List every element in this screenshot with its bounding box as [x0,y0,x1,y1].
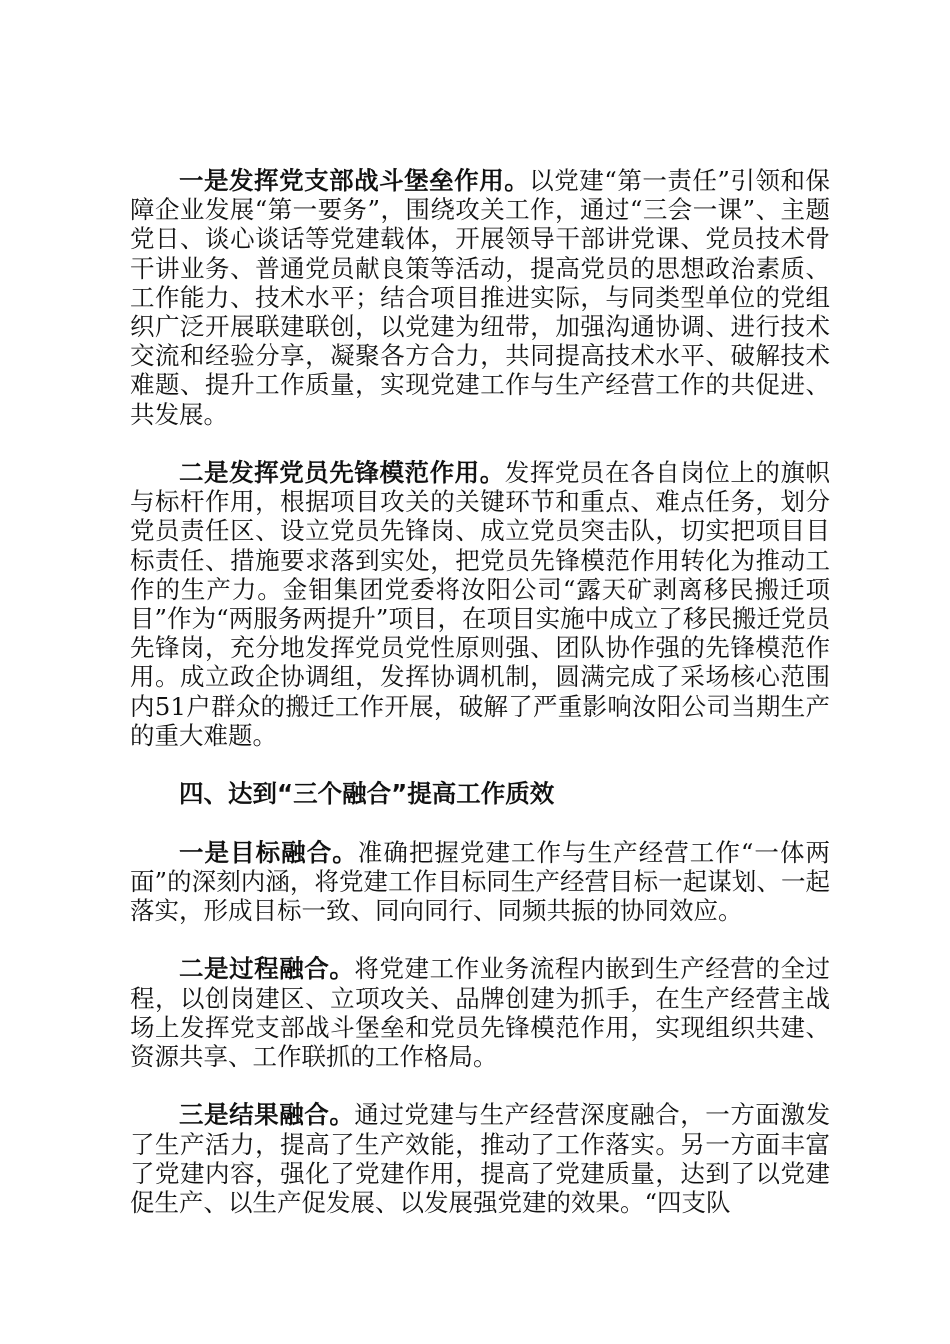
paragraph-goal-integration [130,838,830,926]
paragraph-lead: 三是结果融合。 [179,1100,355,1130]
paragraph-party-branch [130,166,830,429]
paragraph-body: 以党建“第一责任”引领和保障企业发展“第一要务”，围绕攻关工作，通过“三会一课”、主题党日、谈心谈话等党建载体，开展领导干部讲党课、党员技术骨干讲业务、普通党员献良策等活动，提高党员的思想政治素质、工作能力、技术水平；结合项目推进实际，与同类型单位的党组织广泛开展联建联创，以党建为纽带，加强沟通协调、进行技术交流和经验分享，凝聚各方合力，共同提高技术水平、破解技术难题、提升工作质量，实现党建工作与生产经营工作的共促进、共发展。 [130,166,830,429]
paragraph-body: 准确把握党建工作与生产经营工作“一体两面”的深刻内涵，将党建工作目标同生产经营目标一起谋划、一起落实，形成目标一致、同向同行、同频共振的协同效应。 [130,837,831,926]
section-heading: 四、达到“三个融合”提高工作质效 [179,779,555,809]
paragraph-lead: 二是发挥党员先锋模范作用。 [179,458,505,488]
paragraph-body: 通过党建与生产经营深度融合，一方面激发了生产活力，提高了生产效能，推动了工作落实。另一方面丰富了党建内容，强化了党建作用，提高了党建质量，达到了以党建促生产、以生产促发展、以发展强党建的效果。“四支队 [130,1100,830,1218]
paragraph-party-members [130,458,830,750]
paragraph-lead: 一是发挥党支部战斗堡垒作用。 [179,166,530,195]
paragraph-lead: 二是过程融合。 [179,954,355,984]
paragraph-body: 将党建工作业务流程内嵌到生产经营的全过程，以创岗建区、立项攻关、品牌创建为抓手，在生产经营主战场上发挥党支部战斗堡垒和党员先锋模范作用，实现组织共建、资源共享、工作联抓的工作格局。 [130,954,830,1072]
paragraph-body: 发挥党员在各自岗位上的旗帜与标杆作用，根据项目攻关的关键环节和重点、难点任务，划分党员责任区、设立党员先锋岗、成立党员突击队，切实把项目目标责任、措施要求落到实处，把党员先锋模范作用转化为推动工作的生产力。金钼集团党委将汝阳公司“露天矿剥离移民搬迁项目”作为“两服务两提升”项目，在项目实施中成立了移民搬迁党员先锋岗，充分地发挥党员党性原则强、团队协作强的先锋模范作用。成立政企协调组，发挥协调机制，圆满完成了采场核心范围内51户群众的搬迁工作开展，破解了严重影响汝阳公司当期生产的重大难题。 [130,458,830,750]
document-page [130,166,830,1246]
paragraph-lead: 一是目标融合。 [179,837,358,867]
paragraph-process-integration [130,954,830,1071]
paragraph-result-integration [130,1100,830,1217]
